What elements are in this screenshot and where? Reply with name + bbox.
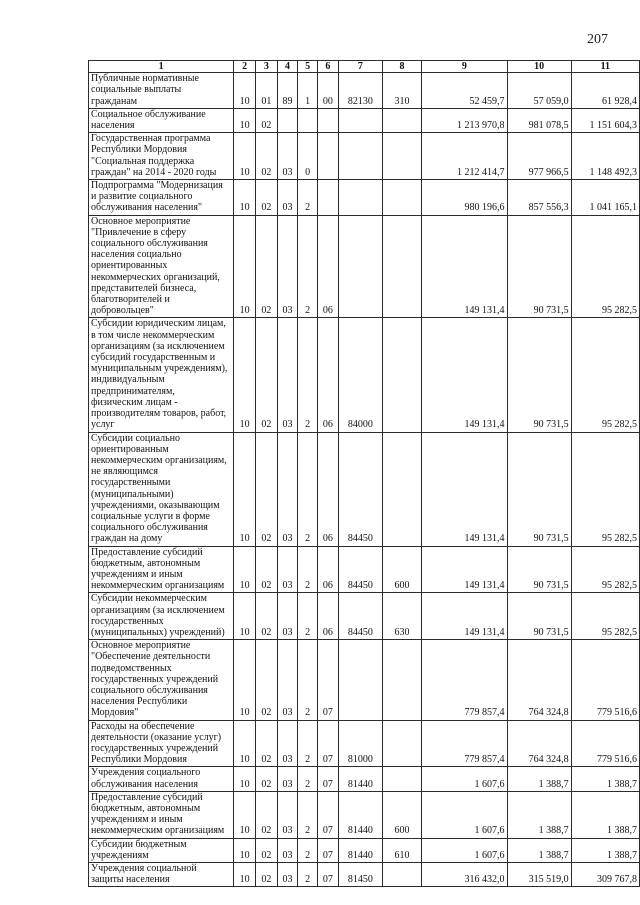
row-code-cell: 2 <box>298 593 318 640</box>
table-row <box>89 73 640 109</box>
row-code-cell: 2 <box>298 180 318 216</box>
row-amount-cell: 90 731,5 <box>507 546 571 593</box>
row-name-cell: Учреждения социальной защиты населения <box>89 863 234 887</box>
row-amount-cell: 1 212 414,7 <box>422 133 507 180</box>
row-amount-cell: 1 607,6 <box>422 767 507 791</box>
row-code-cell <box>383 720 422 767</box>
row-name-cell: Субсидии социально ориентированным некоммерческим организациям, не являющимся государственными (муниципальными) учреждениями, оказывающим социальные услуги в форме социального обслуживания граждан на дому <box>89 432 234 546</box>
row-code-cell: 10 <box>234 133 256 180</box>
row-code-cell: 610 <box>383 838 422 862</box>
row-code-cell: 84000 <box>338 318 382 432</box>
row-amount-cell: 779 857,4 <box>422 640 507 720</box>
header-cell-5: 5 <box>298 61 318 73</box>
row-code-cell: 00 <box>317 73 338 109</box>
row-name-cell: Социальное обслуживание населения <box>89 108 234 132</box>
row-code-cell: 2 <box>298 838 318 862</box>
row-code-cell: 02 <box>256 108 278 132</box>
row-amount-cell: 764 324,8 <box>507 720 571 767</box>
row-code-cell: 89 <box>277 73 298 109</box>
row-code-cell: 06 <box>317 432 338 546</box>
header-cell-10: 10 <box>507 61 571 73</box>
row-amount-cell: 1 607,6 <box>422 791 507 838</box>
row-amount-cell: 57 059,0 <box>507 73 571 109</box>
row-amount-cell: 1 388,7 <box>571 767 639 791</box>
row-code-cell: 2 <box>298 318 318 432</box>
row-code-cell: 03 <box>277 720 298 767</box>
row-amount-cell: 309 767,8 <box>571 863 639 887</box>
row-code-cell: 07 <box>317 767 338 791</box>
row-amount-cell: 52 459,7 <box>422 73 507 109</box>
row-amount-cell: 95 282,5 <box>571 318 639 432</box>
table-row <box>89 791 640 838</box>
row-name-cell: Предоставление субсидий бюджетным, автономным учреждениям и иным некоммерческим организациям <box>89 791 234 838</box>
row-code-cell <box>383 767 422 791</box>
row-amount-cell: 857 556,3 <box>507 180 571 216</box>
table-row <box>89 640 640 720</box>
row-name-cell: Субсидии некоммерческим организациям (за исключением государственных (муниципальных) учреждений) <box>89 593 234 640</box>
row-code-cell: 02 <box>256 432 278 546</box>
row-code-cell <box>383 318 422 432</box>
budget-table <box>88 60 640 887</box>
table-row <box>89 593 640 640</box>
row-code-cell: 02 <box>256 838 278 862</box>
row-name-cell: Подпрограмма "Модернизация и развитие социального обслуживания населения" <box>89 180 234 216</box>
row-code-cell: 02 <box>256 767 278 791</box>
row-code-cell: 02 <box>256 640 278 720</box>
row-name-cell: Субсидии юридическим лицам, в том числе некоммерческим организациям (за исключением субсидий государственным и муниципальным учреждениям), индивидуальным предпринимателям, физическим лицам - производителям товаров, работ, услуг <box>89 318 234 432</box>
header-cell-6: 6 <box>317 61 338 73</box>
row-code-cell <box>317 133 338 180</box>
row-code-cell <box>383 133 422 180</box>
row-amount-cell: 1 041 165,1 <box>571 180 639 216</box>
table-row <box>89 767 640 791</box>
row-code-cell <box>338 640 382 720</box>
row-code-cell <box>277 108 298 132</box>
row-code-cell: 07 <box>317 720 338 767</box>
row-amount-cell: 980 196,6 <box>422 180 507 216</box>
row-code-cell: 06 <box>317 318 338 432</box>
row-name-cell: Учреждения социального обслуживания населения <box>89 767 234 791</box>
row-code-cell: 02 <box>256 133 278 180</box>
row-amount-cell: 95 282,5 <box>571 546 639 593</box>
row-code-cell <box>338 215 382 318</box>
row-code-cell: 02 <box>256 863 278 887</box>
row-amount-cell: 779 516,6 <box>571 720 639 767</box>
row-code-cell: 10 <box>234 108 256 132</box>
table-row <box>89 838 640 862</box>
row-code-cell: 03 <box>277 133 298 180</box>
row-amount-cell: 149 131,4 <box>422 318 507 432</box>
row-amount-cell: 1 388,7 <box>571 791 639 838</box>
row-code-cell: 81440 <box>338 767 382 791</box>
row-amount-cell: 1 607,6 <box>422 838 507 862</box>
row-amount-cell: 1 148 492,3 <box>571 133 639 180</box>
row-code-cell: 2 <box>298 791 318 838</box>
row-code-cell: 81000 <box>338 720 382 767</box>
row-amount-cell: 95 282,5 <box>571 593 639 640</box>
row-code-cell: 03 <box>277 791 298 838</box>
row-code-cell: 02 <box>256 593 278 640</box>
row-code-cell <box>338 180 382 216</box>
table-row <box>89 108 640 132</box>
row-code-cell: 03 <box>277 318 298 432</box>
table-row <box>89 432 640 546</box>
row-code-cell <box>317 108 338 132</box>
row-code-cell: 310 <box>383 73 422 109</box>
page-number: 207 <box>587 32 608 47</box>
row-code-cell: 03 <box>277 593 298 640</box>
row-amount-cell: 316 432,0 <box>422 863 507 887</box>
row-code-cell: 2 <box>298 767 318 791</box>
header-cell-7: 7 <box>338 61 382 73</box>
row-code-cell: 03 <box>277 863 298 887</box>
row-code-cell: 06 <box>317 546 338 593</box>
row-amount-cell: 1 388,7 <box>507 791 571 838</box>
row-code-cell <box>383 108 422 132</box>
row-name-cell: Предоставление субсидий бюджетным, автономным учреждениям и иным некоммерческим организациям <box>89 546 234 593</box>
row-code-cell: 2 <box>298 215 318 318</box>
row-code-cell: 03 <box>277 180 298 216</box>
row-name-cell: Субсидии бюджетным учреждениям <box>89 838 234 862</box>
row-amount-cell: 1 388,7 <box>571 838 639 862</box>
table-row <box>89 863 640 887</box>
row-code-cell: 10 <box>234 640 256 720</box>
table-row <box>89 720 640 767</box>
header-cell-11: 11 <box>571 61 639 73</box>
row-code-cell: 84450 <box>338 593 382 640</box>
header-cell-9: 9 <box>422 61 507 73</box>
row-code-cell: 10 <box>234 180 256 216</box>
table-row <box>89 180 640 216</box>
row-code-cell: 06 <box>317 593 338 640</box>
header-cell-3: 3 <box>256 61 278 73</box>
row-amount-cell: 149 131,4 <box>422 546 507 593</box>
row-code-cell: 03 <box>277 215 298 318</box>
row-amount-cell: 90 731,5 <box>507 593 571 640</box>
row-name-cell: Публичные нормативные социальные выплаты гражданам <box>89 73 234 109</box>
row-code-cell: 10 <box>234 432 256 546</box>
row-code-cell: 02 <box>256 720 278 767</box>
row-code-cell <box>383 863 422 887</box>
row-code-cell: 02 <box>256 318 278 432</box>
row-amount-cell: 764 324,8 <box>507 640 571 720</box>
row-amount-cell: 1 213 970,8 <box>422 108 507 132</box>
header-cell-2: 2 <box>234 61 256 73</box>
row-code-cell: 2 <box>298 863 318 887</box>
row-name-cell: Расходы на обеспечение деятельности (оказание услуг) государственных учреждений Республики Мордовия <box>89 720 234 767</box>
row-code-cell: 10 <box>234 215 256 318</box>
row-amount-cell: 95 282,5 <box>571 432 639 546</box>
row-code-cell: 10 <box>234 73 256 109</box>
header-row <box>89 61 640 73</box>
row-code-cell: 02 <box>256 791 278 838</box>
row-code-cell: 10 <box>234 720 256 767</box>
row-code-cell: 07 <box>317 863 338 887</box>
row-code-cell: 07 <box>317 791 338 838</box>
row-code-cell: 01 <box>256 73 278 109</box>
row-code-cell: 2 <box>298 546 318 593</box>
row-code-cell: 03 <box>277 767 298 791</box>
row-code-cell: 630 <box>383 593 422 640</box>
row-code-cell: 06 <box>317 215 338 318</box>
row-code-cell: 07 <box>317 640 338 720</box>
row-code-cell: 03 <box>277 838 298 862</box>
row-amount-cell: 61 928,4 <box>571 73 639 109</box>
row-code-cell: 10 <box>234 546 256 593</box>
row-amount-cell: 1 388,7 <box>507 767 571 791</box>
row-code-cell <box>383 432 422 546</box>
row-code-cell <box>298 108 318 132</box>
row-code-cell: 02 <box>256 215 278 318</box>
row-code-cell: 10 <box>234 791 256 838</box>
row-amount-cell: 1 388,7 <box>507 838 571 862</box>
row-code-cell: 2 <box>298 720 318 767</box>
row-code-cell <box>317 180 338 216</box>
row-amount-cell: 149 131,4 <box>422 593 507 640</box>
row-code-cell: 02 <box>256 180 278 216</box>
row-code-cell: 10 <box>234 318 256 432</box>
row-amount-cell: 90 731,5 <box>507 432 571 546</box>
row-name-cell: Основное мероприятие "Привлечение в сферу социального обслуживания населения социально ориентированных некоммерческих организаций, представителей бизнеса, благотворителей и добровольцев" <box>89 215 234 318</box>
row-code-cell: 02 <box>256 546 278 593</box>
row-code-cell: 10 <box>234 593 256 640</box>
row-code-cell: 81440 <box>338 791 382 838</box>
row-amount-cell: 315 519,0 <box>507 863 571 887</box>
row-code-cell: 2 <box>298 432 318 546</box>
row-code-cell: 82130 <box>338 73 382 109</box>
row-code-cell: 2 <box>298 640 318 720</box>
row-amount-cell: 149 131,4 <box>422 432 507 546</box>
table-row <box>89 133 640 180</box>
row-code-cell: 1 <box>298 73 318 109</box>
row-code-cell <box>383 180 422 216</box>
row-amount-cell: 977 966,5 <box>507 133 571 180</box>
row-amount-cell: 779 857,4 <box>422 720 507 767</box>
row-code-cell <box>338 108 382 132</box>
row-code-cell: 600 <box>383 546 422 593</box>
row-code-cell: 03 <box>277 640 298 720</box>
row-amount-cell: 149 131,4 <box>422 215 507 318</box>
row-code-cell: 10 <box>234 838 256 862</box>
row-code-cell <box>338 133 382 180</box>
row-name-cell: Основное мероприятие "Обеспечение деятельности подведомственных государственных учреждений социального обслуживания населения Республики Мордовия" <box>89 640 234 720</box>
row-code-cell: 84450 <box>338 546 382 593</box>
row-code-cell: 10 <box>234 863 256 887</box>
table-row <box>89 318 640 432</box>
row-amount-cell: 95 282,5 <box>571 215 639 318</box>
header-cell-4: 4 <box>277 61 298 73</box>
row-name-cell: Государственная программа Республики Мордовия "Социальная поддержка граждан" на 2014 - 2020 годы <box>89 133 234 180</box>
row-code-cell: 84450 <box>338 432 382 546</box>
row-code-cell: 07 <box>317 838 338 862</box>
row-code-cell: 81450 <box>338 863 382 887</box>
table-row <box>89 215 640 318</box>
row-code-cell: 600 <box>383 791 422 838</box>
row-amount-cell: 1 151 604,3 <box>571 108 639 132</box>
row-code-cell: 10 <box>234 767 256 791</box>
header-cell-1: 1 <box>89 61 234 73</box>
header-cell-8: 8 <box>383 61 422 73</box>
row-amount-cell: 779 516,6 <box>571 640 639 720</box>
row-code-cell: 03 <box>277 432 298 546</box>
row-code-cell: 03 <box>277 546 298 593</box>
row-code-cell: 81440 <box>338 838 382 862</box>
table-row <box>89 546 640 593</box>
row-amount-cell: 90 731,5 <box>507 215 571 318</box>
row-amount-cell: 90 731,5 <box>507 318 571 432</box>
row-amount-cell: 981 078,5 <box>507 108 571 132</box>
row-code-cell <box>383 215 422 318</box>
row-code-cell: 0 <box>298 133 318 180</box>
row-code-cell <box>383 640 422 720</box>
